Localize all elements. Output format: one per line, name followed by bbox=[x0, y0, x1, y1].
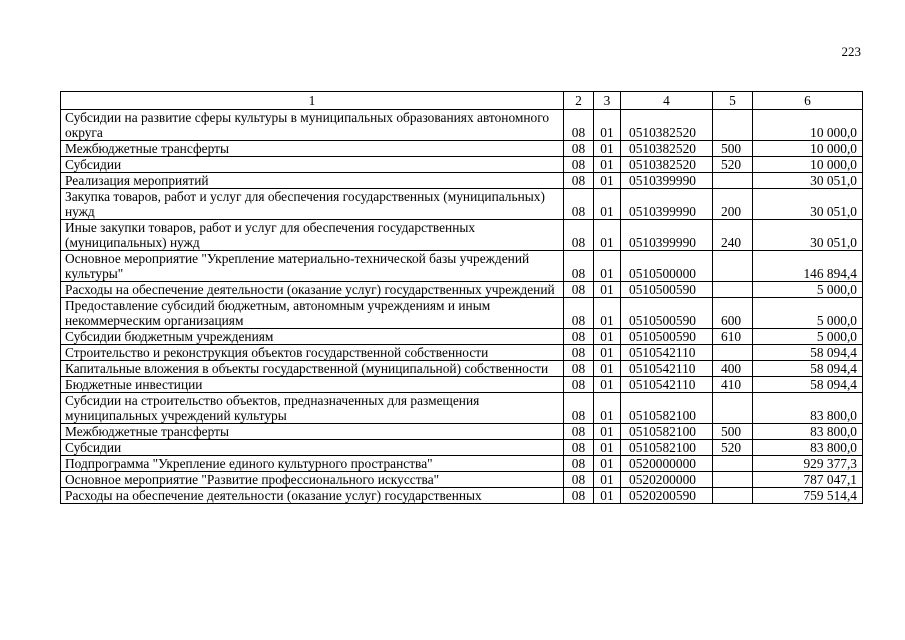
section-cell: 08 bbox=[564, 282, 594, 298]
target-article-cell: 0510382520 bbox=[621, 141, 713, 157]
table-row bbox=[61, 393, 863, 424]
column-header: 3 bbox=[594, 92, 621, 110]
section-cell: 08 bbox=[564, 440, 594, 456]
row-name-cell: Предоставление субсидий бюджетным, автономным учреждениям и иным некоммерческим организациям bbox=[61, 298, 564, 329]
row-name-cell: Субсидии bbox=[61, 157, 564, 173]
section-cell: 08 bbox=[564, 189, 594, 220]
target-article-cell: 0510542110 bbox=[621, 361, 713, 377]
amount-cell: 10 000,0 bbox=[753, 110, 863, 141]
table-row bbox=[61, 220, 863, 251]
target-article-cell: 0510399990 bbox=[621, 220, 713, 251]
section-cell: 08 bbox=[564, 298, 594, 329]
expense-type-cell: 410 bbox=[713, 377, 753, 393]
section-cell: 08 bbox=[564, 377, 594, 393]
row-name-cell: Подпрограмма "Укрепление единого культурного пространства" bbox=[61, 456, 564, 472]
expense-type-cell: 240 bbox=[713, 220, 753, 251]
table-row bbox=[61, 345, 863, 361]
row-name-cell: Основное мероприятие "Укрепление материально-технической базы учреждений культуры" bbox=[61, 251, 564, 282]
amount-cell: 929 377,3 bbox=[753, 456, 863, 472]
column-header: 6 bbox=[753, 92, 863, 110]
row-name-cell: Основное мероприятие "Развитие профессионального искусства" bbox=[61, 472, 564, 488]
target-article-cell: 0510399990 bbox=[621, 189, 713, 220]
column-header: 1 bbox=[61, 92, 564, 110]
target-article-cell: 0510500590 bbox=[621, 282, 713, 298]
section-cell: 08 bbox=[564, 220, 594, 251]
row-name-cell: Субсидии bbox=[61, 440, 564, 456]
subsection-cell: 01 bbox=[594, 220, 621, 251]
table-row bbox=[61, 141, 863, 157]
section-cell: 08 bbox=[564, 173, 594, 189]
expense-type-cell bbox=[713, 110, 753, 141]
target-article-cell: 0510582100 bbox=[621, 393, 713, 424]
amount-cell: 30 051,0 bbox=[753, 173, 863, 189]
table-row bbox=[61, 282, 863, 298]
expense-type-cell bbox=[713, 456, 753, 472]
amount-cell: 787 047,1 bbox=[753, 472, 863, 488]
target-article-cell: 0520000000 bbox=[621, 456, 713, 472]
amount-cell: 83 800,0 bbox=[753, 424, 863, 440]
target-article-cell: 0510500590 bbox=[621, 298, 713, 329]
table-row bbox=[61, 488, 863, 504]
row-name-cell: Реализация мероприятий bbox=[61, 173, 564, 189]
target-article-cell: 0510382520 bbox=[621, 157, 713, 173]
table-row bbox=[61, 472, 863, 488]
column-header: 4 bbox=[621, 92, 713, 110]
expense-type-cell bbox=[713, 345, 753, 361]
amount-cell: 5 000,0 bbox=[753, 329, 863, 345]
row-name-cell: Закупка товаров, работ и услуг для обеспечения государственных (муниципальных) нужд bbox=[61, 189, 564, 220]
subsection-cell: 01 bbox=[594, 282, 621, 298]
section-cell: 08 bbox=[564, 361, 594, 377]
table-body bbox=[61, 110, 863, 504]
expense-type-cell: 400 bbox=[713, 361, 753, 377]
target-article-cell: 0510500590 bbox=[621, 329, 713, 345]
subsection-cell: 01 bbox=[594, 361, 621, 377]
expense-type-cell: 520 bbox=[713, 157, 753, 173]
section-cell: 08 bbox=[564, 424, 594, 440]
table-row bbox=[61, 173, 863, 189]
subsection-cell: 01 bbox=[594, 141, 621, 157]
subsection-cell: 01 bbox=[594, 440, 621, 456]
section-cell: 08 bbox=[564, 472, 594, 488]
expense-type-cell: 200 bbox=[713, 189, 753, 220]
table-row bbox=[61, 361, 863, 377]
table-row bbox=[61, 456, 863, 472]
amount-cell: 30 051,0 bbox=[753, 220, 863, 251]
row-name-cell: Иные закупки товаров, работ и услуг для обеспечения государственных (муниципальных) нужд bbox=[61, 220, 564, 251]
table-row bbox=[61, 424, 863, 440]
amount-cell: 83 800,0 bbox=[753, 393, 863, 424]
table-row bbox=[61, 251, 863, 282]
amount-cell: 58 094,4 bbox=[753, 361, 863, 377]
expense-type-cell bbox=[713, 472, 753, 488]
amount-cell: 58 094,4 bbox=[753, 377, 863, 393]
target-article-cell: 0510500000 bbox=[621, 251, 713, 282]
subsection-cell: 01 bbox=[594, 173, 621, 189]
subsection-cell: 01 bbox=[594, 110, 621, 141]
amount-cell: 58 094,4 bbox=[753, 345, 863, 361]
subsection-cell: 01 bbox=[594, 298, 621, 329]
row-name-cell: Капитальные вложения в объекты государственной (муниципальной) собственности bbox=[61, 361, 564, 377]
header-row bbox=[61, 92, 863, 110]
target-article-cell: 0510582100 bbox=[621, 424, 713, 440]
row-name-cell: Строительство и реконструкция объектов государственной собственности bbox=[61, 345, 564, 361]
target-article-cell: 0510542110 bbox=[621, 345, 713, 361]
subsection-cell: 01 bbox=[594, 189, 621, 220]
table-row bbox=[61, 157, 863, 173]
section-cell: 08 bbox=[564, 329, 594, 345]
section-cell: 08 bbox=[564, 488, 594, 504]
subsection-cell: 01 bbox=[594, 345, 621, 361]
expense-type-cell: 520 bbox=[713, 440, 753, 456]
subsection-cell: 01 bbox=[594, 488, 621, 504]
column-header: 5 bbox=[713, 92, 753, 110]
expense-type-cell bbox=[713, 251, 753, 282]
section-cell: 08 bbox=[564, 157, 594, 173]
table-row bbox=[61, 298, 863, 329]
amount-cell: 759 514,4 bbox=[753, 488, 863, 504]
row-name-cell: Субсидии бюджетным учреждениям bbox=[61, 329, 564, 345]
expense-type-cell bbox=[713, 488, 753, 504]
expense-type-cell: 610 bbox=[713, 329, 753, 345]
amount-cell: 30 051,0 bbox=[753, 189, 863, 220]
amount-cell: 5 000,0 bbox=[753, 298, 863, 329]
expense-type-cell: 600 bbox=[713, 298, 753, 329]
row-name-cell: Межбюджетные трансферты bbox=[61, 424, 564, 440]
section-cell: 08 bbox=[564, 110, 594, 141]
section-cell: 08 bbox=[564, 141, 594, 157]
column-header: 2 bbox=[564, 92, 594, 110]
row-name-cell: Межбюджетные трансферты bbox=[61, 141, 564, 157]
row-name-cell: Субсидии на строительство объектов, предназначенных для размещения муниципальных учреждений культуры bbox=[61, 393, 564, 424]
target-article-cell: 0510542110 bbox=[621, 377, 713, 393]
amount-cell: 10 000,0 bbox=[753, 157, 863, 173]
subsection-cell: 01 bbox=[594, 377, 621, 393]
budget-table bbox=[60, 91, 863, 504]
expense-type-cell bbox=[713, 282, 753, 298]
expense-type-cell: 500 bbox=[713, 141, 753, 157]
row-name-cell: Расходы на обеспечение деятельности (оказание услуг) государственных учреждений bbox=[61, 282, 564, 298]
subsection-cell: 01 bbox=[594, 393, 621, 424]
amount-cell: 10 000,0 bbox=[753, 141, 863, 157]
table-row bbox=[61, 377, 863, 393]
expense-type-cell bbox=[713, 173, 753, 189]
target-article-cell: 0520200000 bbox=[621, 472, 713, 488]
subsection-cell: 01 bbox=[594, 251, 621, 282]
amount-cell: 83 800,0 bbox=[753, 440, 863, 456]
table-row bbox=[61, 440, 863, 456]
expense-type-cell bbox=[713, 393, 753, 424]
table-row bbox=[61, 329, 863, 345]
row-name-cell: Субсидии на развитие сферы культуры в муниципальных образованиях автономного округа bbox=[61, 110, 564, 141]
table-row bbox=[61, 189, 863, 220]
target-article-cell: 0510399990 bbox=[621, 173, 713, 189]
target-article-cell: 0520200590 bbox=[621, 488, 713, 504]
subsection-cell: 01 bbox=[594, 424, 621, 440]
amount-cell: 146 894,4 bbox=[753, 251, 863, 282]
target-article-cell: 0510382520 bbox=[621, 110, 713, 141]
section-cell: 08 bbox=[564, 393, 594, 424]
section-cell: 08 bbox=[564, 251, 594, 282]
subsection-cell: 01 bbox=[594, 456, 621, 472]
page-number: 223 bbox=[841, 44, 861, 59]
table-row bbox=[61, 110, 863, 141]
section-cell: 08 bbox=[564, 345, 594, 361]
subsection-cell: 01 bbox=[594, 472, 621, 488]
target-article-cell: 0510582100 bbox=[621, 440, 713, 456]
expense-type-cell: 500 bbox=[713, 424, 753, 440]
section-cell: 08 bbox=[564, 456, 594, 472]
subsection-cell: 01 bbox=[594, 157, 621, 173]
row-name-cell: Бюджетные инвестиции bbox=[61, 377, 564, 393]
subsection-cell: 01 bbox=[594, 329, 621, 345]
amount-cell: 5 000,0 bbox=[753, 282, 863, 298]
row-name-cell: Расходы на обеспечение деятельности (оказание услуг) государственных bbox=[61, 488, 564, 504]
